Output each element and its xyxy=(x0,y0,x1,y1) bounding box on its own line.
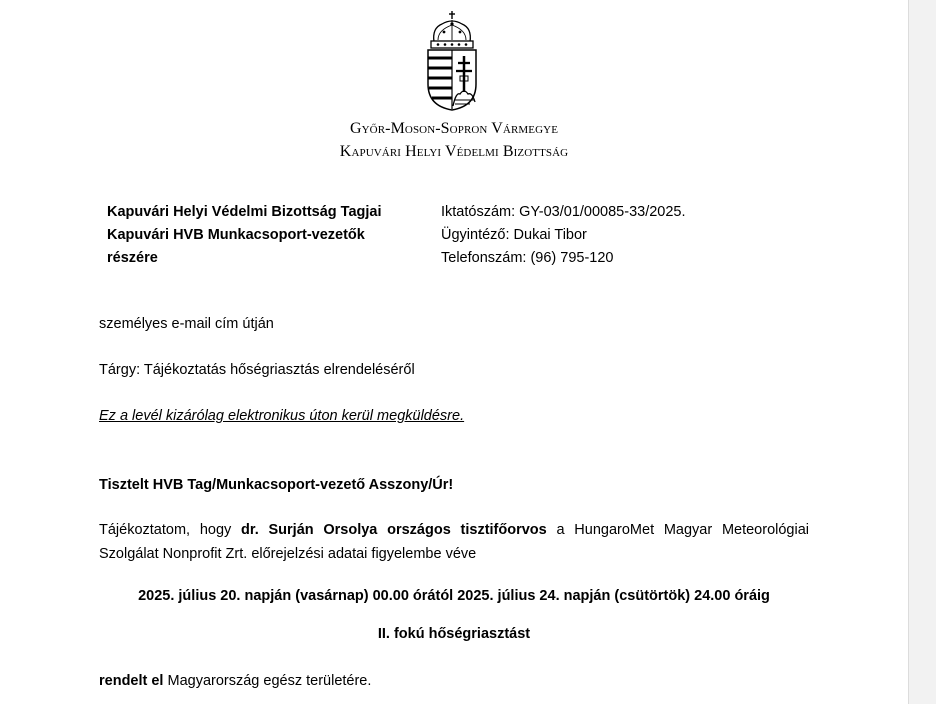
delivery-method: személyes e-mail cím útján xyxy=(99,316,274,332)
coat-of-arms-icon xyxy=(424,10,480,112)
alert-level: II. fokú hőségriasztást xyxy=(377,626,531,642)
phone-number: Telefonszám: (96) 795-120 xyxy=(441,250,614,266)
closing-bold: rendelt el xyxy=(99,673,164,689)
recipient-line-2: Kapuvári HVB Munkacsoport-vezetők xyxy=(107,227,365,243)
recipient-line-1: Kapuvári Helyi Védelmi Bizottság Tagjai xyxy=(107,204,382,220)
paragraph-text-end: a HungaroMet Magyar Meteorológiai Szolgálat Nonprofit Zrt. előrejelzési adatai figyelembe véve xyxy=(99,522,809,562)
closing-line xyxy=(99,673,371,689)
paragraph-text-start: Tájékoztatom, hogy xyxy=(99,522,242,538)
salutation: Tisztelt HVB Tag/Munkacsoport-vezető Asszony/Úr! xyxy=(99,477,454,493)
recipient-block xyxy=(107,201,382,270)
committee-name: Kapuvári Helyi Védelmi Bizottság xyxy=(339,143,569,160)
alert-period: 2025. július 20. napján (vasárnap) 00.00 órától 2025. július 24. napján (csütörtök) 24.00 óráig xyxy=(138,588,770,604)
chief-medical-officer: dr. Surján Orsolya országos tisztifőorvos xyxy=(241,522,547,538)
electronic-delivery-note: Ez a levél kizárólag elektronikus úton kerül megküldésre. xyxy=(99,408,465,424)
recipient-line-3: részére xyxy=(107,250,158,266)
body-paragraph xyxy=(99,518,809,566)
reference-block xyxy=(441,201,686,270)
officer-name: Ügyintéző: Dukai Tibor xyxy=(441,227,587,243)
subject-line: Tárgy: Tájékoztatás hőségriasztás elrendeléséről xyxy=(99,362,415,378)
county-name: Győr-Moson-Sopron Vármegye xyxy=(349,120,559,137)
closing-rest: Magyarország egész területére. xyxy=(163,673,372,689)
reference-number: Iktatószám: GY-03/01/00085-33/2025. xyxy=(441,204,686,220)
scrollbar[interactable] xyxy=(908,0,936,704)
